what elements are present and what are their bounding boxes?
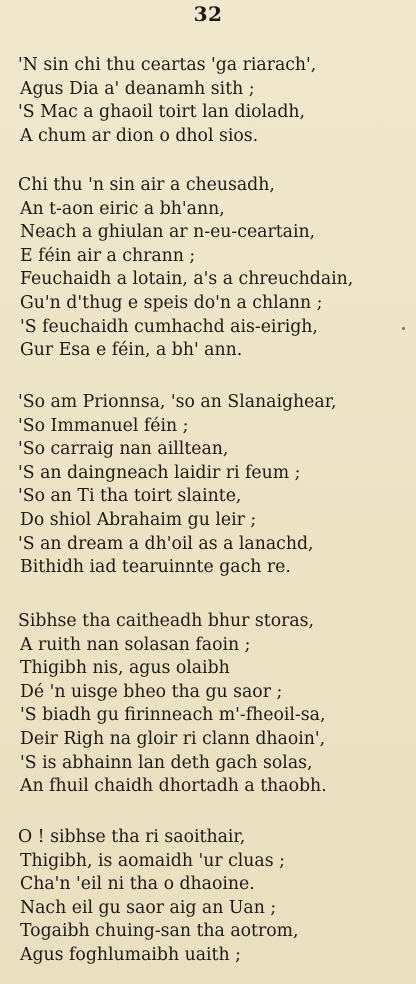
verse-line: 'S feuchaidh cumhachd ais-eirigh,	[20, 316, 318, 337]
paper-speck	[402, 327, 405, 330]
verse-line: 'N sin chi thu ceartas 'ga riarach',	[18, 55, 317, 75]
verse-line: Feuchaidh a lotain, a's a chreuchdain,	[20, 269, 354, 290]
verse-line: Gur Esa e féin, a bh' ann.	[20, 340, 243, 361]
stanza-3	[0, 391, 416, 580]
stanza-4	[0, 610, 416, 799]
verse-line: 'So Immanuel féin ;	[18, 415, 189, 436]
verse-line: An fhuil chaidh dhortadh a thaobh.	[20, 776, 327, 797]
stanza-5	[0, 826, 416, 968]
verse-line: 'S is abhainn lan deth gach solas,	[20, 752, 313, 773]
verse-line: Thigibh, is aomaidh 'ur cluas ;	[20, 850, 285, 871]
verse-line: Bithidh iad tearuinnte gach re.	[20, 557, 291, 578]
verse-line: O ! sibhse tha ri saoithair,	[18, 827, 246, 847]
verse-line: 'S an dream a dh'oil as a lanachd,	[18, 533, 314, 554]
verse-line: Sibhse tha caitheadh bhur storas,	[18, 611, 315, 631]
verse-line: 'S an daingneach laidir ri feum ;	[18, 462, 301, 483]
verse-line: Agus foghlumaibh uaith ;	[20, 944, 241, 965]
verse-line: 'So am Prionnsa, 'so an Slanaighear,	[18, 392, 337, 412]
verse-line: Thigibh nis, agus olaibh	[20, 658, 230, 679]
verse-line: A ruith nan solasan faoin ;	[20, 634, 251, 655]
stanza-2	[0, 174, 416, 363]
verse-line: Agus Dia a' deanamh sith ;	[20, 78, 255, 99]
verse-line: An t-aon eiric a bh'ann,	[20, 198, 225, 219]
verse-line: 'So an Ti tha toirt slainte,	[18, 486, 242, 507]
verse-line: A chum ar dion o dhol sios.	[20, 125, 259, 146]
verse-line: Togaibh chuing-san tha aotrom,	[20, 921, 299, 942]
verse-line: 'S biadh gu firinneach m'-fheoil-sa,	[20, 705, 326, 726]
verse-line: 'So carraig nan ailltean,	[18, 439, 229, 460]
verse-line: Neach a ghiulan ar n-eu-ceartain,	[20, 222, 316, 243]
verse-line: Cha'n 'eil ni tha o dhaoine.	[20, 874, 255, 895]
verse-line: E féin air a chrann ;	[20, 245, 196, 266]
verse-line: Do shiol Abrahaim gu leir ;	[20, 509, 257, 530]
verse-line: Nach eil gu saor aig an Uan ;	[20, 897, 277, 918]
stanza-1	[0, 54, 416, 148]
verse-line: Dé 'n uisge bheo tha gu saor ;	[20, 681, 283, 702]
verse-line: Deir Righ na gloir ri clann dhaoin',	[20, 728, 326, 749]
verse-line: 'S Mac a ghaoil toirt lan dioladh,	[18, 102, 306, 123]
verse-line: Chi thu 'n sin air a cheusadh,	[18, 175, 275, 195]
verse-line: Gu'n d'thug e speis do'n a chlann ;	[20, 292, 323, 313]
page-number: 32	[193, 2, 223, 26]
